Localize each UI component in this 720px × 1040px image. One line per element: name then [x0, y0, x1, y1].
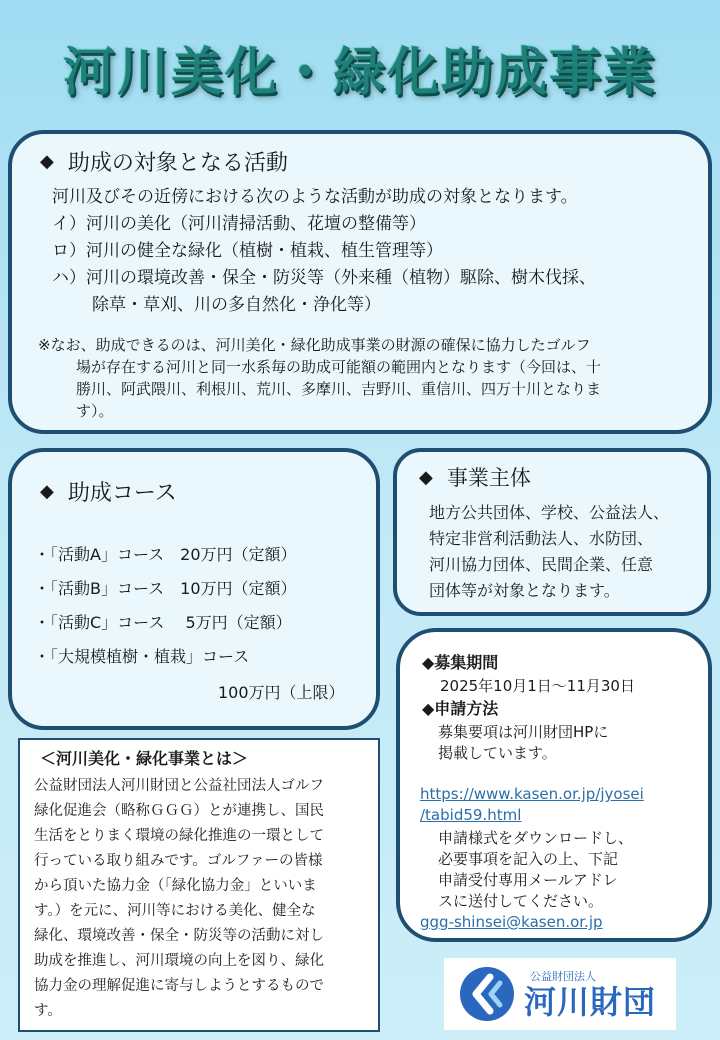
course-item: ・「活動A」コース 20万円（定額） [34, 545, 297, 564]
course-item: ・「大規模植樹・植栽」コース [34, 647, 250, 666]
page-title: 河川美化・緑化助成事業 [62, 43, 657, 103]
instruction-line: スに送付してください。 [438, 892, 604, 910]
entity-header [419, 462, 531, 492]
entity-heading: 事業主体 [446, 466, 531, 490]
about-line: 公益財団法人河川財団と公益社団法人ゴルフ [34, 778, 324, 794]
activity-item: ロ）河川の健全な緑化（植樹・植栽、植生管理等） [52, 241, 443, 261]
logo-text [524, 968, 656, 1020]
kasen-foundation-logo-icon [458, 965, 516, 1023]
period-heading: ◆募集期間 [422, 653, 499, 672]
note-line: 勝川、阿武隈川、利根川、荒川、多摩川、吉野川、重信川、四万十川となりま [76, 380, 602, 398]
method-line: 掲載しています。 [438, 744, 557, 762]
activity-item: ハ）河川の環境改善・保全・防災等（外来種（植物）駆除、樹木伐採、 [52, 268, 596, 288]
instruction-line: 必要事項を記入の上、下記 [438, 850, 619, 868]
note-line: 場が存在する河川と同一水系毎の助成可能額の範囲内となります（今回は、十 [76, 358, 602, 376]
url-link[interactable]: https://www.kasen.or.jp/jyosei [420, 785, 644, 803]
about-line: 緑化、環境改善・保全・防災等の活動に対し [34, 928, 324, 944]
email-link[interactable]: ggg-shinsei@kasen.or.jp [420, 913, 603, 931]
activities-intro: 河川及びその近傍における次のような活動が助成の対象となります。 [52, 187, 578, 207]
about-line: 協力金の理解促進に寄与しようとするもので [34, 978, 324, 994]
logo-name: 河川財団 [524, 983, 657, 1021]
note-line: す）。 [76, 402, 114, 420]
entity-panel [393, 448, 711, 616]
instruction-line: 申請受付専用メールアドレ [438, 871, 618, 889]
logo-subtitle: 公益財団法人 [530, 970, 596, 983]
activity-item: イ）河川の美化（河川清掃活動、花壇の整備等） [52, 214, 426, 234]
method-heading: ◆申請方法 [422, 699, 499, 718]
about-line: 行っている取り組みです。ゴルファーの皆様 [34, 853, 323, 869]
about-line: 助成を推進し、河川環境の向上を図り、緑化 [34, 953, 324, 969]
about-heading: ＜河川美化・緑化事業とは＞ [40, 749, 249, 768]
about-line: 生活をとりまく環境の緑化推進の一環として [34, 828, 324, 844]
entity-body [429, 500, 709, 604]
course-item: ・「活動C」コース 5万円（定額） [34, 613, 292, 632]
activities-header [40, 146, 288, 177]
application-panel [396, 628, 712, 942]
method-line: 募集要項は河川財団HPに [438, 723, 609, 741]
about-line: 緑化促進会（略称ＧＧＧ）とが連携し、国民 [34, 803, 324, 819]
about-panel [18, 738, 380, 1032]
about-line: す。）を元に、河川等における美化、健全な [34, 903, 316, 919]
courses-header [40, 476, 177, 507]
about-line: す。 [34, 1003, 62, 1019]
entity-line: 河川協力団体、民間企業、任意 [429, 555, 654, 574]
courses-panel [8, 448, 380, 730]
courses-heading: 助成コース [67, 481, 177, 506]
activities-note [38, 334, 688, 422]
course-item: ・「活動B」コース 10万円（定額） [34, 579, 297, 598]
note-line: ※なお、助成できるのは、河川美化・緑化助成事業の財源の確保に協力したゴルフ [38, 336, 591, 354]
diamond-bullet-icon: ◆ [40, 481, 54, 502]
instruction-line: 申請様式をダウンロードし、 [438, 829, 634, 847]
entity-line: 団体等が対象となります。 [429, 581, 620, 600]
period-value: 2025年10月1日～11月30日 [440, 677, 635, 695]
entity-line: 特定非営利活動法人、水防団、 [429, 529, 654, 548]
url-link[interactable]: /tabid59.html [420, 806, 522, 824]
kasen-foundation-logo [444, 958, 676, 1030]
entity-line: 地方公共団体、学校、公益法人、 [429, 503, 670, 522]
diamond-bullet-icon: ◆ [419, 466, 433, 488]
activities-heading: 助成の対象となる活動 [67, 151, 288, 176]
activities-panel [8, 130, 712, 434]
diamond-bullet-icon: ◆ [40, 151, 54, 172]
about-body [34, 774, 372, 1024]
activity-item-continued: 除草・草刈、川の多自然化・浄化等） [92, 295, 381, 315]
course-amount: 100万円（上限） [218, 683, 345, 702]
about-line: から頂いた協力金（「緑化協力金」といいま [34, 878, 317, 894]
